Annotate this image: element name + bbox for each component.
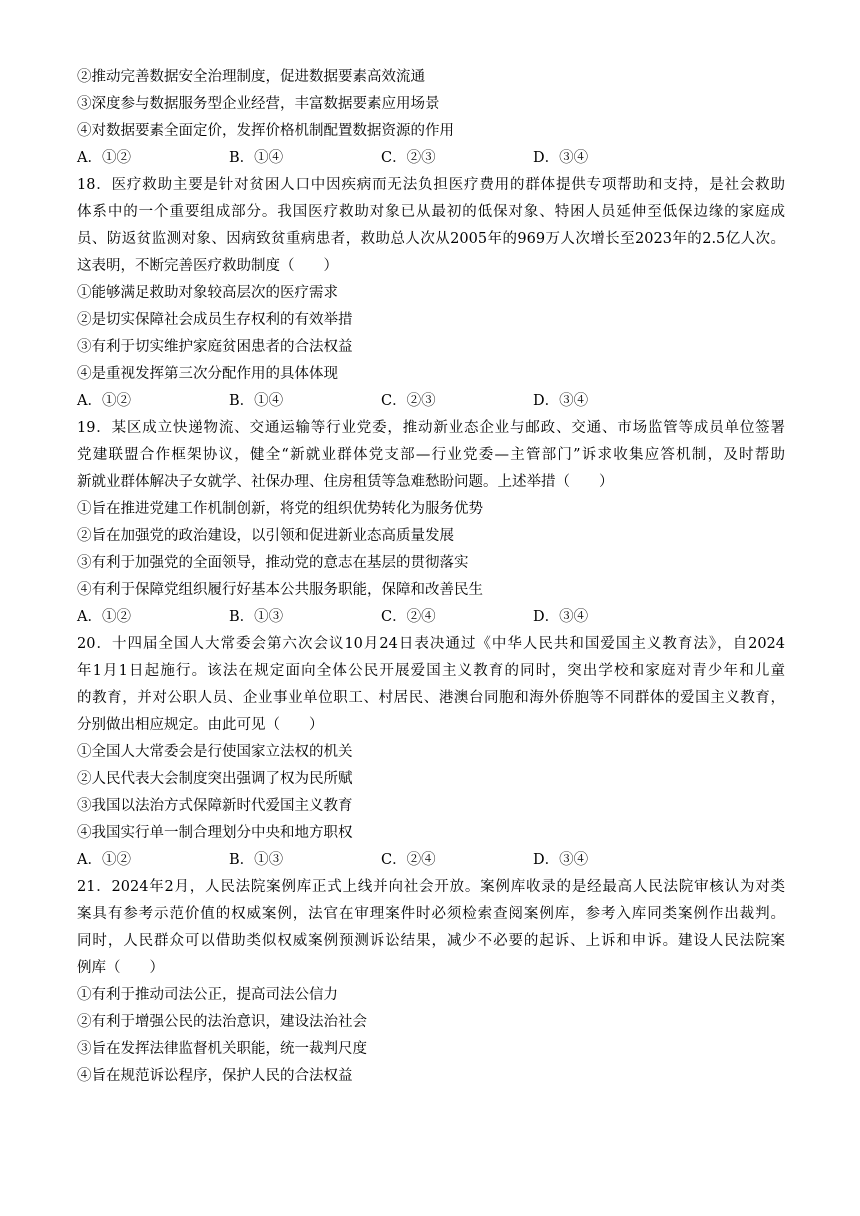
option-d[interactable]: D．③④ [533,609,589,625]
statement-1: ①旨在推进党建工作机制创新，将党的组织优势转化为服务优势 [77,501,483,517]
statement-2: ②有利于增强公民的法治意识，建设法治社会 [77,1014,367,1030]
question-stem-line: 体系中的一个重要组成部分。我国医疗救助对象已从最初的低保对象、特困人员延伸至低保边缘的家庭成 [77,204,785,220]
answer-options [77,847,785,874]
question-stem-line: 党建联盟合作框架协议，健全“新就业群体党支部—行业党委—主管部门”诉求收集应答机制，及时帮助 [77,447,785,463]
option-a[interactable]: A．①② [77,150,131,166]
statement-3: ③深度参与数据服务型企业经营，丰富数据要素应用场景 [77,96,440,112]
statement-2: ②旨在加强党的政治建设，以引领和促进新业态高质量发展 [77,528,454,544]
answer-options [77,604,785,631]
option-c[interactable]: C．②④ [381,852,436,868]
question-stem-line: 的教育，并对公职人员、企业事业单位职工、村居民、港澳台同胞和海外侨胞等不同群体的爱国主义教育， [77,690,785,706]
option-a[interactable]: A．①② [77,609,131,625]
option-a[interactable]: A．①② [77,852,131,868]
question-stem-line: 19．某区成立快递物流、交通运输等行业党委，推动新业态企业与邮政、交通、市场监管等成员单位签署 [77,420,785,436]
question-stem-line: 例库（ ） [77,960,164,976]
statement-3: ③旨在发挥法律监督机关职能，统一裁判尺度 [77,1041,367,1057]
statement-1: ①有利于推动司法公正，提高司法公信力 [77,987,338,1003]
question-stem-line: 员、防返贫监测对象、因病致贫重病患者，救助总人次从2005年的969万人次增长至2023年的2.5亿人次。 [77,231,785,247]
option-a[interactable]: A．①② [77,393,131,409]
statement-4: ④是重视发挥第三次分配作用的具体体现 [77,366,338,382]
question-stem-line: 案具有参考示范价值的权威案例，法官在审理案件时必须检索查阅案例库，参考入库同类案例作出裁判。 [77,906,785,922]
statement-1: ①能够满足救助对象较高层次的医疗需求 [77,285,338,301]
exam-page [77,64,785,1090]
option-d[interactable]: D．③④ [533,393,589,409]
option-c[interactable]: C．②④ [381,609,436,625]
question-stem-line: 20．十四届全国人大常委会第六次会议10月24日表决通过《中华人民共和国爱国主义教育法》，自2024 [77,636,785,652]
statement-1: ①全国人大常委会是行使国家立法权的机关 [77,744,353,760]
question-21 [77,874,785,1090]
question-stem-line: 年1月1日起施行。该法在规定面向全体公民开展爱国主义教育的同时，突出学校和家庭对青少年和儿童 [77,663,785,679]
option-d[interactable]: D．③④ [533,150,589,166]
question-stem-line: 新就业群体解决子女就学、社保办理、住房租赁等急难愁盼问题。上述举措（ ） [77,474,614,490]
statement-4: ④我国实行单一制合理划分中央和地方职权 [77,825,353,841]
statement-4: ④旨在规范诉讼程序，保护人民的合法权益 [77,1068,353,1084]
question-stem-line: 这表明，不断完善医疗救助制度（ ） [77,258,338,274]
statement-3: ③有利于切实维护家庭贫困患者的合法权益 [77,339,353,355]
question-stem-line: 同时，人民群众可以借助类似权威案例预测诉讼结果，减少不必要的起诉、上诉和申诉。建设人民法院案 [77,933,785,949]
question-19 [77,415,785,631]
option-b[interactable]: B．①③ [229,609,284,625]
statement-2: ②人民代表大会制度突出强调了权为民所赋 [77,771,353,787]
question-stem-line: 21．2024年2月，人民法院案例库正式上线并向社会开放。案例库收录的是经最高人民法院审核认为对类 [77,879,785,895]
question-18 [77,172,785,415]
option-d[interactable]: D．③④ [533,852,589,868]
statement-2: ②推动完善数据安全治理制度，促进数据要素高效流通 [77,69,425,85]
statement-2: ②是切实保障社会成员生存权利的有效举措 [77,312,353,328]
option-c[interactable]: C．②③ [381,150,436,166]
option-b[interactable]: B．①③ [229,852,284,868]
question-20 [77,631,785,874]
statement-4: ④对数据要素全面定价，发挥价格机制配置数据资源的作用 [77,123,454,139]
option-c[interactable]: C．②③ [381,393,436,409]
statement-3: ③我国以法治方式保障新时代爱国主义教育 [77,798,353,814]
option-b[interactable]: B．①④ [229,393,284,409]
question-stem-line: 18．医疗救助主要是针对贫困人口中因疾病而无法负担医疗费用的群体提供专项帮助和支持，是社会救助 [77,177,785,193]
question-17-tail [77,64,785,172]
answer-options [77,388,785,415]
option-b[interactable]: B．①④ [229,150,284,166]
statement-4: ④有利于保障党组织履行好基本公共服务职能，保障和改善民生 [77,582,483,598]
answer-options [77,145,785,172]
statement-3: ③有利于加强党的全面领导，推动党的意志在基层的贯彻落实 [77,555,469,571]
question-stem-line: 分别做出相应规定。由此可见（ ） [77,717,324,733]
